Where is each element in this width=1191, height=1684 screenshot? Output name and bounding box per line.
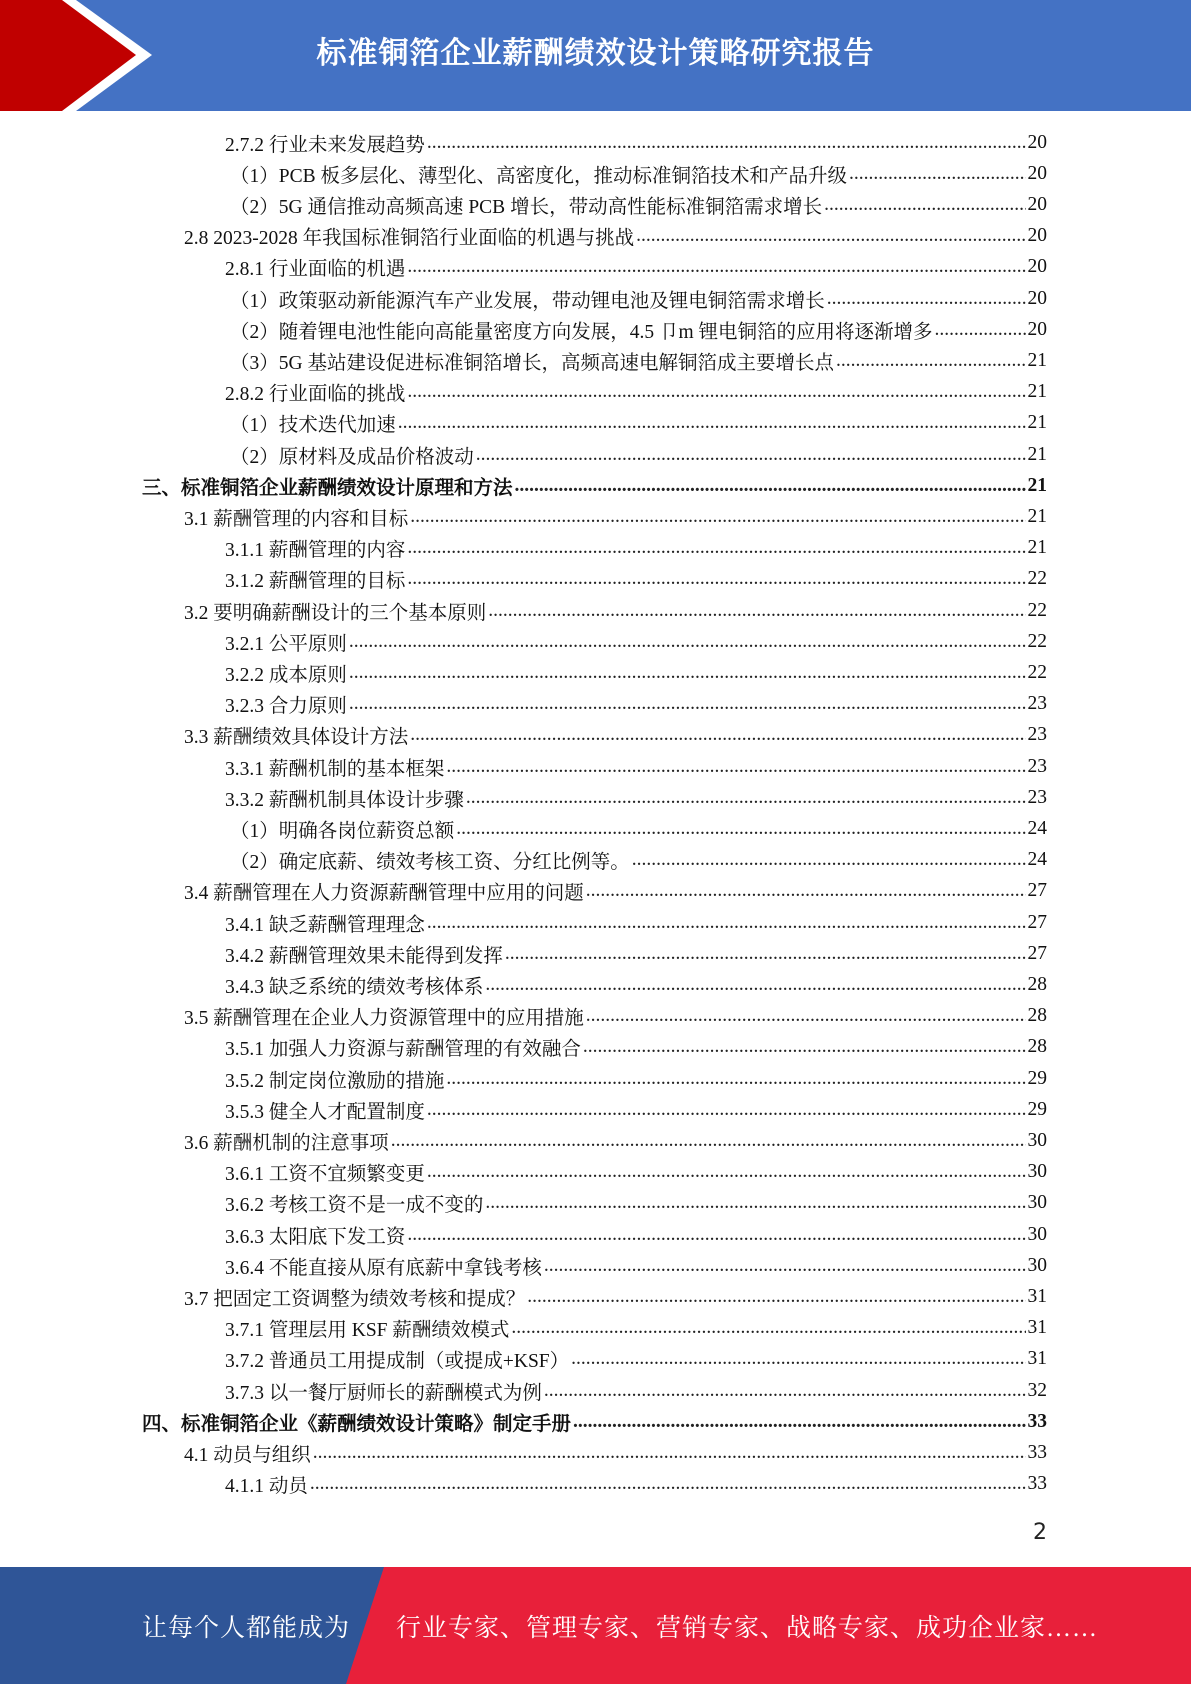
toc-dot-leader xyxy=(349,631,1026,653)
toc-entry-title: 3.5 薪酬管理在企业人力资源管理中的应用措施 xyxy=(184,1008,584,1030)
toc-entry[interactable] xyxy=(225,127,1047,158)
toc-dot-leader xyxy=(836,350,1026,372)
toc-dot-leader xyxy=(466,787,1026,809)
toc-entry[interactable] xyxy=(230,408,1047,439)
toc-dot-leader xyxy=(427,912,1026,934)
toc-entry-page: 28 xyxy=(1027,1036,1047,1058)
toc-dot-leader xyxy=(827,288,1026,310)
toc-entry-title: （2）确定底薪、绩效考核工资、分红比例等。 xyxy=(230,852,630,874)
toc-dot-leader xyxy=(349,662,1026,684)
toc-entry[interactable] xyxy=(225,1157,1047,1188)
toc-dot-leader xyxy=(544,1255,1026,1277)
toc-entry[interactable] xyxy=(225,657,1047,688)
toc-entry-page: 24 xyxy=(1027,849,1047,871)
page-number: 2 xyxy=(1033,1520,1047,1545)
page-title: 标准铜箔企业薪酬绩效设计策略研究报告 xyxy=(316,36,875,71)
toc-dot-leader xyxy=(544,1380,1026,1402)
toc-entry-title: 2.8.1 行业面临的机遇 xyxy=(225,259,406,281)
toc-entry[interactable] xyxy=(225,252,1047,283)
toc-entry-page: 23 xyxy=(1027,693,1047,715)
toc-dot-leader xyxy=(485,974,1025,996)
toc-entry-title: （2）随着锂电池性能向高能量密度方向发展，4.5 卩m 锂电铜箔的应用将逐渐增多 xyxy=(230,321,933,343)
toc-dot-leader xyxy=(527,1286,1025,1308)
toc-entry[interactable] xyxy=(225,689,1047,720)
toc-dot-leader xyxy=(407,381,1025,403)
toc-entry-page: 20 xyxy=(1027,131,1047,153)
toc-entry-title: 3.4.1 缺乏薪酬管理理念 xyxy=(225,914,425,936)
toc-dot-leader xyxy=(824,194,1025,216)
toc-entry-title: 3.1.1 薪酬管理的内容 xyxy=(225,540,406,562)
toc-entry-title: （1）PCB 板多层化、薄型化、高密度化，推动标准铜箔技术和产品升级 xyxy=(230,165,847,187)
toc-entry-title: 3.2.1 公平原则 xyxy=(225,633,347,655)
page-footer xyxy=(0,1567,1191,1684)
toc-entry-title: 3.3.1 薪酬机制的基本框架 xyxy=(225,758,445,780)
toc-entry[interactable] xyxy=(184,221,1047,252)
toc-entry-title: 四、标准铜箔企业《薪酬绩效设计策略》制定手册 xyxy=(142,1413,572,1435)
toc-entry-title: （1）明确各岗位薪资总额 xyxy=(230,820,455,842)
toc-entry-title: 3.7.2 普通员工用提成制（或提成+KSF） xyxy=(225,1351,570,1373)
toc-entry-page: 22 xyxy=(1027,630,1047,652)
toc-entry-page: 27 xyxy=(1027,942,1047,964)
toc-entry-title: （3）5G 基站建设促进标准铜箔增长，高频高速电解铜箔成主要增长点 xyxy=(230,352,834,374)
toc-dot-leader xyxy=(586,880,1026,902)
toc-entry-title: 3.7.3 以一餐厅厨师长的薪酬模式为例 xyxy=(225,1382,542,1404)
toc-entry-title: 三、标准铜箔企业薪酬绩效设计原理和方法 xyxy=(142,477,513,499)
toc-entry-page: 33 xyxy=(1027,1473,1047,1495)
toc-entry-page: 20 xyxy=(1027,193,1047,215)
toc-entry-page: 21 xyxy=(1027,474,1047,496)
toc-dot-leader xyxy=(571,1348,1025,1370)
toc-entry[interactable] xyxy=(230,314,1047,345)
toc-entry-title: 3.4.2 薪酬管理效果未能得到发挥 xyxy=(225,945,503,967)
toc-entry-page: 33 xyxy=(1027,1410,1047,1432)
toc-entry[interactable] xyxy=(184,720,1047,751)
toc-entry-page: 20 xyxy=(1027,225,1047,247)
toc-entry-title: 3.4.3 缺乏系统的绩效考核体系 xyxy=(225,976,484,998)
toc-entry[interactable] xyxy=(225,1188,1047,1219)
toc-entry-page: 28 xyxy=(1027,1005,1047,1027)
toc-entry-title: 3.5.1 加强人力资源与薪酬管理的有效融合 xyxy=(225,1039,581,1061)
toc-entry-title: 3.6.3 太阳底下发工资 xyxy=(225,1226,406,1248)
toc-entry-page: 21 xyxy=(1027,349,1047,371)
toc-entry[interactable] xyxy=(225,751,1047,782)
footer-slogan-right: 行业专家、管理专家、营销专家、战略专家、成功企业家…… xyxy=(396,1614,1099,1642)
toc-entry-page: 23 xyxy=(1027,786,1047,808)
toc-entry-page: 21 xyxy=(1027,537,1047,559)
toc-entry[interactable] xyxy=(225,1250,1047,1281)
toc-entry-page: 31 xyxy=(1027,1317,1047,1339)
toc-entry-page: 22 xyxy=(1027,661,1047,683)
toc-entry-page: 30 xyxy=(1027,1161,1047,1183)
toc-entry-title: 3.3 薪酬绩效具体设计方法 xyxy=(184,727,409,749)
toc-dot-leader xyxy=(485,1192,1025,1214)
toc-entry[interactable] xyxy=(230,283,1047,314)
toc-entry[interactable] xyxy=(230,813,1047,844)
toc-entry-page: 20 xyxy=(1027,287,1047,309)
toc-entry-title: 3.4 薪酬管理在人力资源薪酬管理中应用的问题 xyxy=(184,883,584,905)
toc-entry[interactable] xyxy=(142,470,1047,501)
toc-entry[interactable] xyxy=(225,1375,1047,1406)
toc-dot-leader xyxy=(407,537,1025,559)
toc-entry-title: 3.2 要明确薪酬设计的三个基本原则 xyxy=(184,602,487,624)
toc-entry-page: 21 xyxy=(1027,381,1047,403)
toc-entry-page: 33 xyxy=(1027,1441,1047,1463)
toc-entry[interactable] xyxy=(225,564,1047,595)
toc-dot-leader xyxy=(310,1473,1026,1495)
toc-entry-page: 28 xyxy=(1027,973,1047,995)
toc-entry[interactable] xyxy=(225,938,1047,969)
toc-entry[interactable] xyxy=(184,1125,1047,1156)
toc-entry-title: 2.8.2 行业面临的挑战 xyxy=(225,384,406,406)
toc-dot-leader xyxy=(583,1036,1026,1058)
toc-dot-leader xyxy=(313,1442,1026,1464)
toc-entry-title: 4.1 动员与组织 xyxy=(184,1444,311,1466)
toc-entry[interactable] xyxy=(225,969,1047,1000)
toc-dot-leader xyxy=(935,319,1026,341)
toc-entry-page: 20 xyxy=(1027,318,1047,340)
toc-entry-page: 31 xyxy=(1027,1348,1047,1370)
toc-entry-title: 4.1.1 动员 xyxy=(225,1476,308,1498)
toc-entry[interactable] xyxy=(225,1219,1047,1250)
toc-dot-leader xyxy=(586,1005,1026,1027)
toc-entry-page: 29 xyxy=(1027,1098,1047,1120)
toc-dot-leader xyxy=(407,256,1025,278)
toc-entry[interactable] xyxy=(184,501,1047,532)
toc-entry[interactable] xyxy=(225,1469,1047,1500)
toc-dot-leader xyxy=(407,1224,1025,1246)
toc-dot-leader xyxy=(505,943,1026,965)
toc-dot-leader xyxy=(456,818,1025,840)
toc-entry[interactable] xyxy=(230,345,1047,376)
toc-dot-leader xyxy=(488,600,1025,622)
toc-entry[interactable] xyxy=(225,533,1047,564)
toc-entry[interactable] xyxy=(230,845,1047,876)
toc-dot-leader xyxy=(849,163,1026,185)
toc-entry[interactable] xyxy=(142,1406,1047,1437)
toc-entry[interactable] xyxy=(225,1344,1047,1375)
toc-dot-leader xyxy=(636,225,1025,247)
toc-entry-page: 21 xyxy=(1027,443,1047,465)
toc-entry[interactable] xyxy=(184,1001,1047,1032)
toc-dot-leader xyxy=(427,1099,1026,1121)
toc-entry-title: （1）技术迭代加速 xyxy=(230,415,396,437)
toc-entry-page: 20 xyxy=(1027,256,1047,278)
toc-entry[interactable] xyxy=(184,1281,1047,1312)
toc-dot-leader xyxy=(349,693,1026,715)
toc-entry[interactable] xyxy=(184,876,1047,907)
toc-entry-page: 21 xyxy=(1027,505,1047,527)
toc-dot-leader xyxy=(410,506,1025,528)
toc-entry[interactable] xyxy=(225,1063,1047,1094)
toc-entry[interactable] xyxy=(184,1437,1047,1468)
toc-entry[interactable] xyxy=(225,377,1047,408)
toc-entry[interactable] xyxy=(184,595,1047,626)
toc-entry-title: 2.7.2 行业未来发展趋势 xyxy=(225,134,425,156)
toc-entry[interactable] xyxy=(225,626,1047,657)
page-header xyxy=(0,0,1191,111)
toc-entry-title: 3.2.3 合力原则 xyxy=(225,696,347,718)
toc-dot-leader xyxy=(410,724,1025,746)
toc-entry-title: 3.5.2 制定岗位激励的措施 xyxy=(225,1070,445,1092)
toc-entry[interactable] xyxy=(225,1032,1047,1063)
toc-entry[interactable] xyxy=(225,1094,1047,1125)
toc-entry-title: （2）5G 通信推动高频高速 PCB 增长，带动高性能标准铜箔需求增长 xyxy=(230,196,823,218)
toc-entry[interactable] xyxy=(230,158,1047,189)
toc-dot-leader xyxy=(632,849,1026,871)
toc-entry-page: 29 xyxy=(1027,1067,1047,1089)
toc-entry-title: 3.1.2 薪酬管理的目标 xyxy=(225,571,406,593)
toc-entry-title: 3.6.1 工资不宜频繁变更 xyxy=(225,1164,425,1186)
toc-entry-title: 3.7 把固定工资调整为绩效考核和提成？ xyxy=(184,1288,526,1310)
toc-entry[interactable] xyxy=(225,907,1047,938)
toc-entry-page: 30 xyxy=(1027,1223,1047,1245)
toc-entry-page: 21 xyxy=(1027,412,1047,434)
toc-entry[interactable] xyxy=(230,189,1047,220)
toc-dot-leader xyxy=(446,1068,1025,1090)
toc-entry-page: 27 xyxy=(1027,880,1047,902)
toc-entry[interactable] xyxy=(225,1313,1047,1344)
toc-entry-page: 32 xyxy=(1027,1379,1047,1401)
toc-entry[interactable] xyxy=(225,782,1047,813)
toc-entry-page: 23 xyxy=(1027,755,1047,777)
footer-slogan-left: 让每个人都能成为 xyxy=(142,1614,351,1642)
toc-dot-leader xyxy=(391,1130,1026,1152)
toc-entry-title: 2.8 2023-2028 年我国标准铜箔行业面临的机遇与挑战 xyxy=(184,228,635,250)
toc-entry-title: （1）政策驱动新能源汽车产业发展，带动锂电池及锂电铜箔需求增长 xyxy=(230,290,825,312)
toc-dot-leader xyxy=(446,756,1025,778)
toc-dot-leader xyxy=(476,444,1026,466)
toc-dot-leader xyxy=(427,132,1026,154)
toc-entry-page: 30 xyxy=(1027,1129,1047,1151)
toc-entry-page: 22 xyxy=(1027,599,1047,621)
toc-entry[interactable] xyxy=(230,439,1047,470)
toc-dot-leader xyxy=(398,412,1026,434)
toc-dot-leader xyxy=(427,1161,1026,1183)
toc-entry-page: 24 xyxy=(1027,817,1047,839)
toc-entry-title: 3.6.4 不能直接从原有底薪中拿钱考核 xyxy=(225,1257,542,1279)
toc-entry-title: 3.2.2 成本原则 xyxy=(225,664,347,686)
toc-entry-title: 3.7.1 管理层用 KSF 薪酬绩效模式 xyxy=(225,1320,510,1342)
toc-entry-title: （2）原材料及成品价格波动 xyxy=(230,446,474,468)
toc-dot-leader xyxy=(573,1411,1025,1433)
toc-entry-page: 27 xyxy=(1027,911,1047,933)
toc-entry-title: 3.6.2 考核工资不是一成不变的 xyxy=(225,1195,484,1217)
toc-entry-title: 3.1 薪酬管理的内容和目标 xyxy=(184,508,409,530)
toc-entry-title: 3.6 薪酬机制的注意事项 xyxy=(184,1132,389,1154)
toc-entry-page: 23 xyxy=(1027,724,1047,746)
toc-entry-title: 3.5.3 健全人才配置制度 xyxy=(225,1101,425,1123)
toc-entry-page: 20 xyxy=(1027,162,1047,184)
toc-dot-leader xyxy=(515,475,1026,497)
toc-dot-leader xyxy=(511,1317,1025,1339)
toc-entry-title: 3.3.2 薪酬机制具体设计步骤 xyxy=(225,789,464,811)
toc-entry-page: 30 xyxy=(1027,1254,1047,1276)
toc-entry-page: 31 xyxy=(1027,1285,1047,1307)
toc-entry-page: 22 xyxy=(1027,568,1047,590)
toc-dot-leader xyxy=(407,568,1025,590)
toc-entry-page: 30 xyxy=(1027,1192,1047,1214)
